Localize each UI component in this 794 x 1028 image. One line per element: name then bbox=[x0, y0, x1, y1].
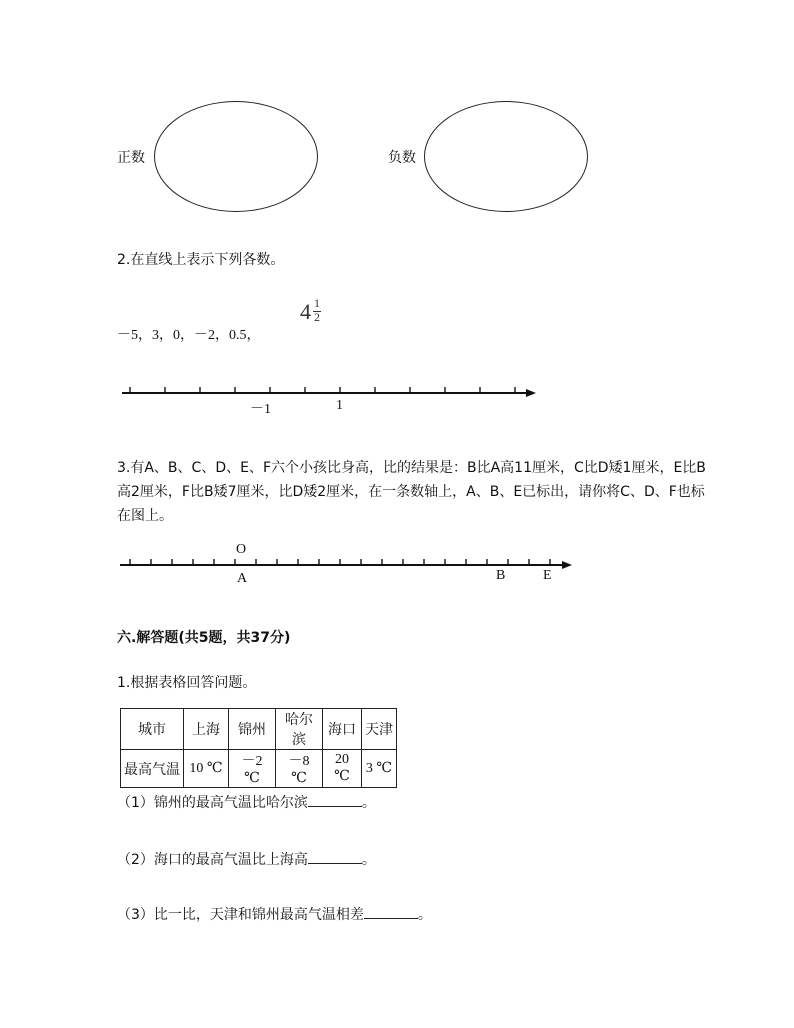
table-row bbox=[121, 709, 397, 750]
sub-question-2 bbox=[117, 849, 376, 869]
temperature-table bbox=[120, 708, 397, 788]
table-cell: 锦州 bbox=[229, 709, 276, 750]
positive-label: 正数 bbox=[117, 150, 145, 166]
line1-label-neg1: －1 bbox=[250, 402, 271, 417]
table-cell: －8 ℃ bbox=[276, 750, 323, 788]
sub2-text: （2）海口的最高气温比上海高 bbox=[117, 852, 308, 868]
table-cell: 天津 bbox=[362, 709, 397, 750]
q2-prompt: 2.在直线上表示下列各数。 bbox=[117, 252, 285, 268]
line2-label-b: B bbox=[496, 568, 506, 583]
sub3-end: 。 bbox=[417, 907, 432, 923]
line1-label-pos1: 1 bbox=[336, 398, 343, 413]
sub1-end: 。 bbox=[361, 795, 376, 811]
section-title: 六.解答题(共5题，共37分) bbox=[117, 630, 291, 646]
q1-prompt: 1.根据表格回答问题。 bbox=[117, 675, 257, 691]
sub-question-3 bbox=[117, 904, 432, 924]
table-cell: 最高气温 bbox=[121, 750, 184, 788]
table-cell: 20 ℃ bbox=[323, 750, 362, 788]
sub3-text: （3）比一比，天津和锦州最高气温相差 bbox=[117, 907, 364, 923]
mixed-numerator: 1 bbox=[314, 296, 320, 310]
table-cell: 海口 bbox=[323, 709, 362, 750]
answer-blank-3[interactable] bbox=[364, 904, 418, 919]
line2-label-a: A bbox=[237, 571, 248, 586]
answer-blank-2[interactable] bbox=[308, 849, 362, 864]
table-cell: －2 ℃ bbox=[229, 750, 276, 788]
sub2-end: 。 bbox=[361, 852, 376, 868]
sub1-text: （1）锦州的最高气温比哈尔滨 bbox=[117, 795, 308, 811]
table-cell: 哈尔滨 bbox=[276, 709, 323, 750]
table-cell: 10 ℃ bbox=[184, 750, 229, 788]
table-cell: 3 ℃ bbox=[362, 750, 397, 788]
sub-question-1 bbox=[117, 792, 376, 812]
table-cell: 上海 bbox=[184, 709, 229, 750]
table-cell: 城市 bbox=[121, 709, 184, 750]
mixed-whole: 4 bbox=[300, 299, 311, 324]
line2-label-e: E bbox=[543, 568, 552, 583]
negative-label: 负数 bbox=[388, 150, 416, 166]
line2-label-o: O bbox=[236, 542, 247, 557]
answer-blank-1[interactable] bbox=[308, 792, 362, 807]
table-row bbox=[121, 750, 397, 788]
q2-numbers: －5，3，0，－2，0.5， bbox=[117, 328, 261, 343]
mixed-denominator: 2 bbox=[314, 310, 320, 324]
q3-prompt: 3.有A、B、C、D、E、F六个小孩比身高，比的结果是：B比A高11厘米，C比D矮1厘米，E比B高2厘米，F比B矮7厘米，比D矮2厘米，在一条数轴上，A、B、E已标出，请你将C、D、F也标在图上。 bbox=[117, 460, 706, 524]
